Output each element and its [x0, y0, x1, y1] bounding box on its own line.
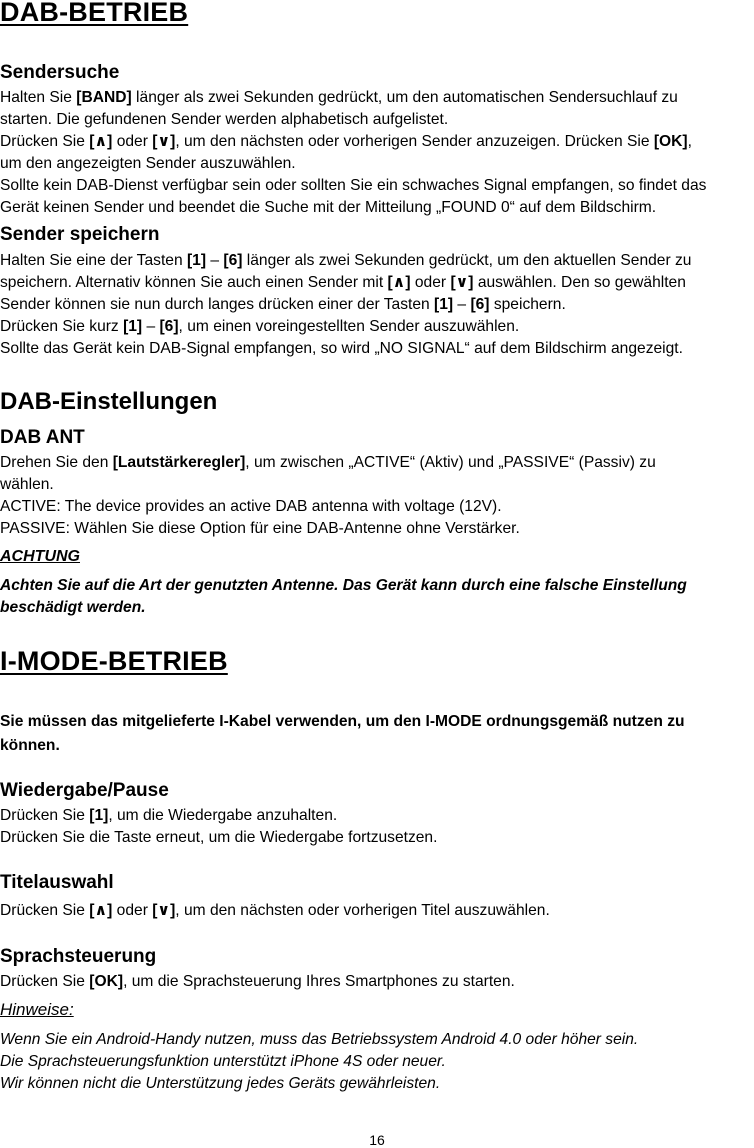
text-line: Wir können nicht die Unterstützung jedes Geräts gewährleisten. [0, 1075, 441, 1092]
wiedergabe-paragraph [0, 805, 754, 849]
text-line: Drücken Sie [∧] oder [∨], um den nächsten oder vorherigen Sender anzuzeigen. Drücken Sie [OK], [0, 133, 692, 150]
text-line: starten. Die gefundenen Sender werden alphabetisch aufgelistet. [0, 111, 449, 128]
text-line: ACTIVE: The device provides an active DAB antenna with voltage (12V). [0, 498, 502, 515]
warning-text [0, 575, 754, 619]
notes-label: Hinweise: [0, 1000, 74, 1019]
text-line: Halten Sie [BAND] länger als zwei Sekunden gedrückt, um den automatischen Sendersuchlauf zu [0, 89, 678, 106]
text-line: Drücken Sie die Taste erneut, um die Wiedergabe fortzusetzen. [0, 829, 438, 846]
text-line: Sie müssen das mitgelieferte I-Kabel verwenden, um den I-MODE ordnungsgemäß nutzen zu [0, 713, 685, 730]
text-line: beschädigt werden. [0, 599, 146, 616]
text-line: um den angezeigten Sender auszuwählen. [0, 155, 296, 172]
section-title-dab-einstellungen: DAB-Einstellungen [0, 388, 218, 415]
text-line: PASSIVE: Wählen Sie diese Option für eine DAB-Antenne ohne Verstärker. [0, 520, 520, 537]
heading-sprachsteuerung: Sprachsteuerung [0, 946, 157, 967]
text-line: speichern. Alternativ können Sie auch einen Sender mit [∧] oder [∨] auswählen. Den so gewählten [0, 274, 686, 291]
text-line: Wenn Sie ein Android-Handy nutzen, muss das Betriebssystem Android 4.0 oder höher sein. [0, 1031, 639, 1048]
text-line: Drücken Sie kurz [1] – [6], um einen voreingestellten Sender auszuwählen. [0, 318, 520, 335]
text-line: Drücken Sie [OK], um die Sprachsteuerung Ihres Smartphones zu starten. [0, 973, 515, 990]
heading-titelauswahl: Titelauswahl [0, 872, 114, 893]
page-number: 16 [369, 1132, 385, 1148]
text-line: Die Sprachsteuerungsfunktion unterstützt iPhone 4S oder neuer. [0, 1053, 446, 1070]
up-arrow-icon: ∧ [94, 133, 108, 150]
dab-ant-paragraph [0, 452, 754, 540]
text-line: Drücken Sie [∧] oder [∨], um den nächsten oder vorherigen Titel auszuwählen. [0, 902, 550, 919]
text-line: Gerät keinen Sender und beendet die Suche mit der Mitteilung „FOUND 0“ auf dem Bildschirm. [0, 199, 657, 216]
heading-wiedergabe-pause: Wiedergabe/Pause [0, 780, 169, 801]
text-line: Sender können sie nun durch langes drücken einer der Tasten [1] – [6] speichern. [0, 296, 566, 313]
heading-dab-ant: DAB ANT [0, 427, 85, 448]
speichern-paragraph [0, 250, 754, 360]
sendersuche-paragraph [0, 87, 754, 219]
down-arrow-icon: ∨ [157, 133, 171, 150]
notes-text [0, 1029, 754, 1095]
sprachsteuerung-paragraph [0, 971, 754, 993]
text-line: Drücken Sie [1], um die Wiedergabe anzuhalten. [0, 807, 338, 824]
text-line: können. [0, 737, 60, 754]
warning-label: ACHTUNG [0, 548, 80, 565]
text-line: Sollte kein DAB-Dienst verfügbar sein oder sollten Sie ein schwaches Signal empfangen, so findet das [0, 177, 707, 194]
titelauswahl-paragraph [0, 900, 754, 922]
section-title-dab-betrieb: DAB-BETRIEB [0, 0, 189, 27]
heading-sendersuche: Sendersuche [0, 62, 120, 83]
text-line: Sollte das Gerät kein DAB-Signal empfangen, so wird „NO SIGNAL“ auf dem Bildschirm angezeigt. [0, 340, 683, 357]
text-line: wählen. [0, 476, 54, 493]
text-line: Achten Sie auf die Art der genutzten Antenne. Das Gerät kann durch eine falsche Einstellung [0, 577, 687, 594]
text-line: Halten Sie eine der Tasten [1] – [6] länger als zwei Sekunden gedrückt, um den aktuellen Sender zu [0, 252, 692, 269]
section-title-imode-betrieb: I-MODE-BETRIEB [0, 646, 228, 676]
imode-intro [0, 710, 754, 758]
text-line: Drehen Sie den [Lautstärkeregler], um zwischen „ACTIVE“ (Aktiv) und „PASSIVE“ (Passiv) zu [0, 454, 656, 471]
heading-sender-speichern: Sender speichern [0, 224, 160, 245]
